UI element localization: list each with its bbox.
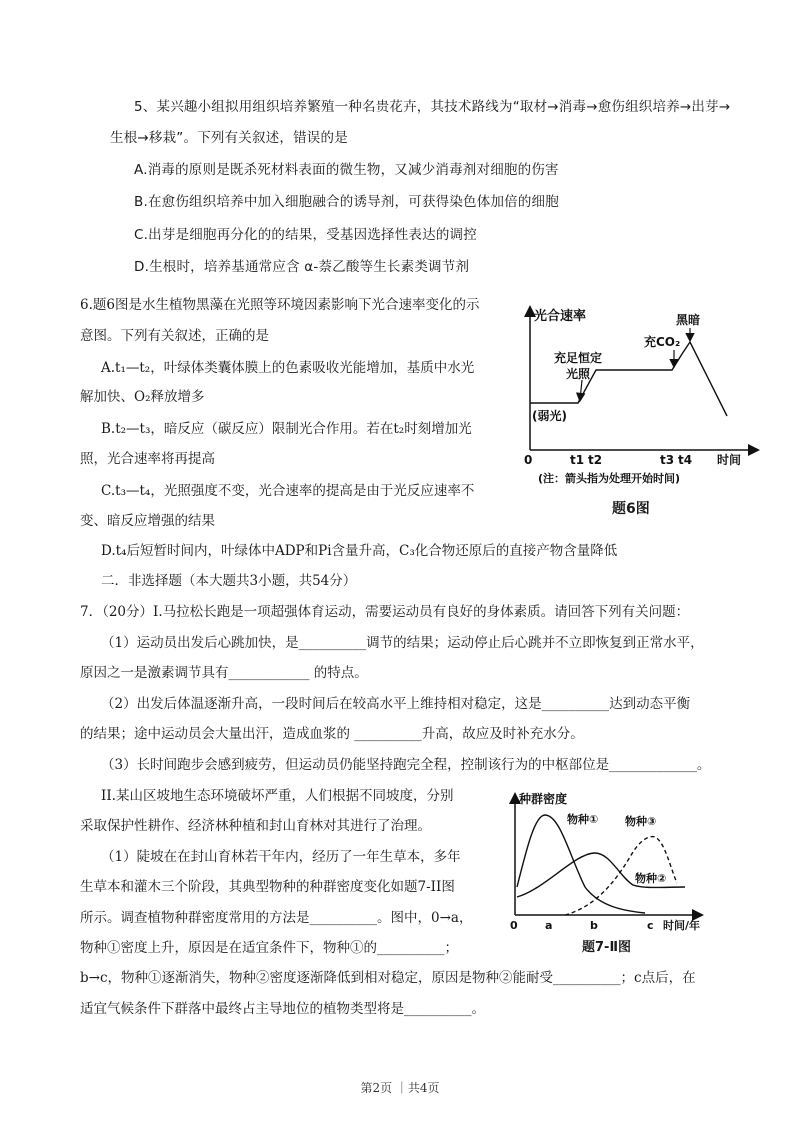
fig6-y-label: 光合速率 bbox=[534, 309, 587, 324]
fig7-y-label: 种群密度 bbox=[519, 792, 568, 806]
q7-part1-line1: （1）运动员出发后心跳加快，是__________调节的结果；运动停止后心跳并不立即恢复到正常水平， bbox=[101, 635, 704, 651]
q5-option-a: A.消毒的原则是既杀死材料表面的微生物，又减少消毒剂对细胞的伤害 bbox=[134, 162, 559, 178]
fig6-tick-t1: t1 bbox=[570, 453, 585, 467]
q6-option-a-line2: 解加快、O₂释放增多 bbox=[80, 389, 205, 405]
q5-stem-line2: 生根→移栽”。下列有关叙述，错误的是 bbox=[110, 130, 348, 146]
q7-part2-line1: （2）出发后体温逐渐升高，一段时间后在较高水平上维持相对稳定，这是__________达到动态平衡 bbox=[101, 696, 691, 712]
q6-option-b-line1: B.t₂—t₃，暗反应（碳反应）限制光合作用。若在t₂时刻增加光 bbox=[101, 421, 472, 437]
fig6-dark-label: 黑暗 bbox=[676, 313, 701, 327]
fig7-tick-c: c bbox=[647, 919, 654, 932]
q5-option-d: D.生根时，培养基通常应含 α-萘乙酸等生长素类调节剂 bbox=[134, 259, 470, 275]
fig6-x-label: 时间 bbox=[717, 453, 742, 467]
q6-stem-line1: 6.题6图是水生植物黑藻在光照等环境因素影响下光合速率变化的示 bbox=[80, 297, 480, 313]
q6-option-a-line1: A.t₁—t₂，叶绿体类囊体膜上的色素吸收光能增加，基质中水光 bbox=[101, 360, 475, 376]
page-footer: 第2页 ｜共4页 bbox=[360, 1081, 440, 1095]
q7-title: 7．（20分）I.马拉松长跑是一项超强体育运动，需要运动员有良好的身体素质。请回答下列有关问题： bbox=[80, 604, 690, 620]
fig7-label-species-3: 物种③ bbox=[625, 815, 657, 828]
fig7-label-species-1: 物种① bbox=[567, 813, 599, 826]
fig7-x-label: 时间/年 bbox=[663, 919, 701, 932]
q7-II-line5: 所示。调查植物种群密度常用的方法是__________。图中，0→a， bbox=[80, 910, 473, 926]
q7-part1-line2: 原因之一是激素调节具有____________ 的特点。 bbox=[80, 665, 368, 681]
fig6-tick-t2: t2 bbox=[588, 453, 603, 467]
fig6-origin: 0 bbox=[524, 453, 533, 467]
q6-option-b-line2: 照，光合速率将再提高 bbox=[80, 451, 215, 467]
fig6-weak-light-label: (弱光) bbox=[532, 409, 567, 423]
fig6-co2-label: 充CO₂ bbox=[644, 335, 681, 349]
q5-option-b: B.在愈伤组织培养中加入细胞融合的诱导剂，可获得染色体加倍的细胞 bbox=[134, 194, 559, 210]
fig6-tick-t4: t4 bbox=[678, 453, 693, 467]
section-2-heading: 二．非选择题（本大题共3小题，共54分） bbox=[101, 573, 357, 589]
figure-7-II-population-density-diagram bbox=[505, 787, 705, 935]
figure-6-photosynthesis-diagram bbox=[512, 300, 762, 492]
fig7-curve-species-1 bbox=[517, 815, 645, 913]
q7-part3: （3）长时间跑步会感到疲劳，但运动员仍能坚持跑完全程，控制该行为的中枢部位是_____________。 bbox=[101, 757, 711, 773]
fig6-note: (注：箭头指为处理开始时间) bbox=[538, 472, 681, 485]
figure-6-caption: 题6图 bbox=[612, 501, 650, 517]
fig7-origin: 0 bbox=[510, 919, 518, 932]
q7-II-line8: 适宜气候条件下群落中最终占主导地位的植物类型将是__________。 bbox=[80, 1001, 485, 1017]
q7-II-line3: （1）陡坡在在封山育林若干年内，经历了一年生草本，多年 bbox=[101, 849, 461, 865]
q7-II-line6: 物种①密度上升，原因是在适宜条件下，物种①的__________； bbox=[80, 940, 458, 956]
figure-7-II-caption: 题7-Ⅱ图 bbox=[582, 940, 632, 955]
q7-II-line2: 采取保护性耕作、经济林种植和封山育林对其进行了治理。 bbox=[80, 818, 431, 834]
q5-stem-line1: 5、某兴趣小组拟用组织培养繁殖一种名贵花卉，其技术路线为“取材→消毒→愈伤组织培养→出芽→ bbox=[134, 99, 731, 115]
q7-II-line1: II.某山区坡地生态环境破坏严重，人们根据不同坡度，分别 bbox=[101, 788, 454, 804]
q6-stem-line2: 意图。下列有关叙述，正确的是 bbox=[80, 328, 269, 344]
q6-option-c-line2: 变、暗反应增强的结果 bbox=[80, 513, 215, 529]
fig7-tick-a: a bbox=[545, 919, 553, 932]
q6-option-c-line1: C.t₃—t₄，光照强度不变，光合速率的提高是由于光反应速率不 bbox=[101, 483, 475, 499]
q6-option-d: D.t₄后短暂时间内，叶绿体中ADP和Pi含量升高，C₃化合物还原后的直接产物含量降低 bbox=[101, 543, 618, 559]
q7-part2-line2: 的结果；途中运动员会大量出汗，造成血浆的 __________升高，故应及时补充水分。 bbox=[80, 726, 584, 742]
fig6-light-label-2: 光照 bbox=[566, 367, 591, 381]
fig6-tick-t3: t3 bbox=[660, 453, 675, 467]
fig7-tick-b: b bbox=[590, 919, 598, 932]
fig6-light-label-1: 充足恒定 bbox=[554, 351, 603, 365]
q7-II-line7: b→c，物种①逐渐消失，物种②密度逐渐降低到相对稳定，原因是物种②能耐受__________；c点后，在 bbox=[80, 970, 696, 986]
q5-option-c: C.出芽是细胞再分化的的结果，受基因选择性表达的调控 bbox=[134, 227, 477, 243]
fig7-label-species-2: 物种② bbox=[635, 872, 667, 885]
q7-II-line4: 生草本和灌木三个阶段，其典型物种的种群密度变化如题7-II图 bbox=[80, 879, 455, 895]
